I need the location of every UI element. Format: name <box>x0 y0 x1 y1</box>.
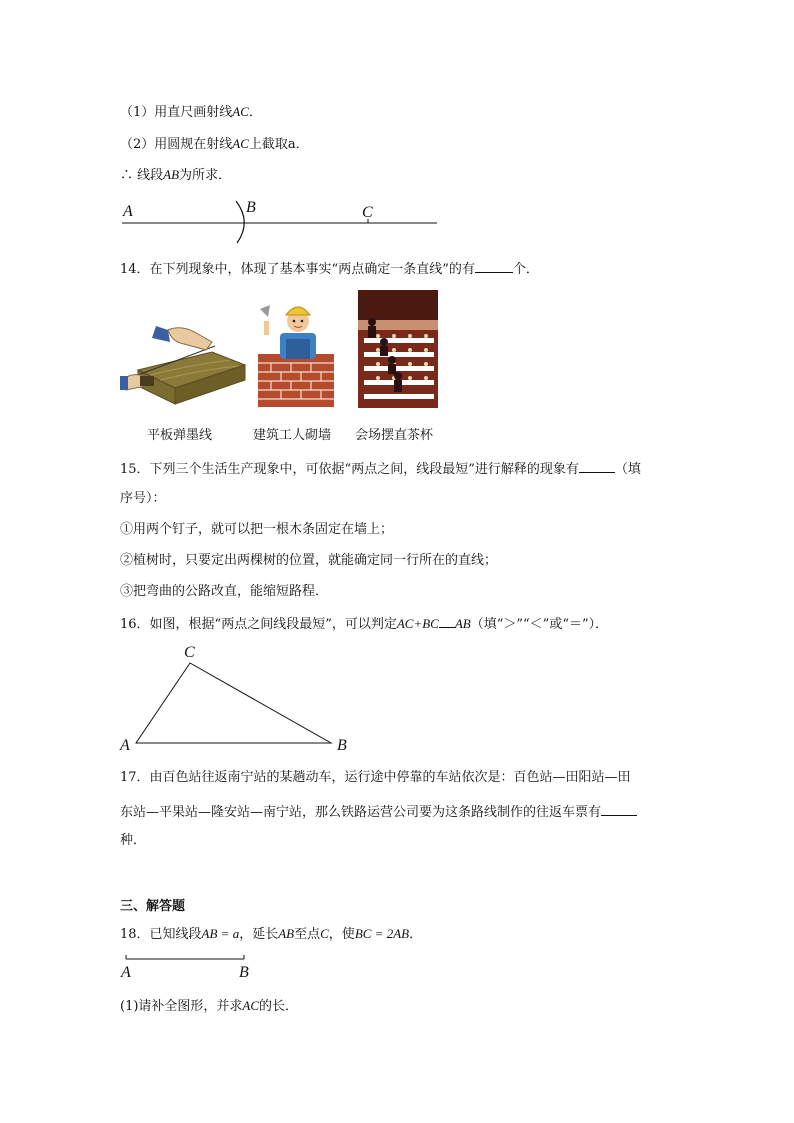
q15-text-end: （填 <box>614 462 641 477</box>
meeting-hall-teacups-image <box>358 290 438 408</box>
label-a: A <box>120 737 130 754</box>
q13-concl-var: AB <box>163 167 180 182</box>
q18-question <box>120 925 422 944</box>
q13-step2-text: （2）用圆规在射线 <box>120 137 233 152</box>
label-c: C <box>362 204 373 221</box>
q16-var-ab: AB <box>454 616 471 631</box>
q15-option-1: ①用两个钉子，就可以把一根木条固定在墙上； <box>120 522 394 537</box>
q13-step1-var: AC <box>232 104 249 119</box>
caption-teacups: 会场摆直茶杯 <box>355 428 434 443</box>
q17-line2 <box>120 802 637 822</box>
caption-bricklayer: 建筑工人砌墙 <box>253 428 332 443</box>
label-a: A <box>123 203 133 220</box>
q16-text: 16．如图，根据“两点之间线段最短”，可以判定 <box>120 617 397 632</box>
q18-sub1 <box>120 997 298 1016</box>
q18-expr1: AB = a <box>201 926 240 941</box>
q16-answer-blank[interactable] <box>439 614 455 628</box>
q18-text-e: ． <box>409 927 423 942</box>
q14-text: 14．在下列现象中，体现了基本事实“两点确定一条直线”的有 <box>120 262 475 277</box>
q15-answer-blank[interactable] <box>579 459 615 473</box>
q15-option-2: ②植树时，只要定出两棵树的位置，就能确定同一行所在的直线； <box>120 553 498 568</box>
label-a: A <box>121 964 131 981</box>
q18-sub1-var: AC <box>242 998 260 1013</box>
q15-question <box>120 459 641 479</box>
q13-step1-end: ． <box>248 105 262 120</box>
caption-board: 平板弹墨线 <box>147 428 213 443</box>
q18-var1: AB <box>278 926 295 941</box>
q18-text-a: 18．已知线段 <box>120 927 202 942</box>
q15-line2: 序号）： <box>120 491 166 506</box>
compass-arc <box>236 201 244 243</box>
q16-text-end: （填“＞”“＜”或“＝”）． <box>470 617 609 632</box>
q13-step2 <box>120 135 309 154</box>
q18-text-d: ，使 <box>328 927 355 942</box>
q14-text-end: 个． <box>512 262 539 277</box>
label-b: B <box>337 737 347 754</box>
q15-text: 15．下列三个生活生产现象中，可依据“两点之间，线段最短”进行解释的现象有 <box>120 462 579 477</box>
q15-option-3: ③把弯曲的公路改直，能缩短路程． <box>120 584 329 599</box>
q16-question <box>120 614 608 634</box>
section-title: 三、解答题 <box>120 899 186 914</box>
q13-concl-text: ∴ 线段 <box>120 168 164 183</box>
q16-var-acbc: AC+BC <box>396 616 439 631</box>
q18-text-c: 至点 <box>294 927 321 942</box>
q14-answer-blank[interactable] <box>475 259 513 273</box>
q17-line3: 种． <box>120 833 147 848</box>
q14-question <box>120 259 539 279</box>
q17-line1: 17．由百色站往返南宁站的某趟动车，运行途中停靠的车站依次是：百色站—田阳站—田 <box>120 770 631 785</box>
q13-step2-end: 上截取a． <box>248 137 309 152</box>
q13-concl-end: 为所求． <box>179 168 232 183</box>
q18-sub1-end: 的长． <box>259 999 299 1014</box>
label-c: C <box>184 644 195 661</box>
q18-var2: C <box>320 926 329 941</box>
q18-expr2: BC = 2AB <box>354 926 410 941</box>
q13-step2-var: AC <box>232 136 249 151</box>
q18-sub1-text: (1)请补全图形，并求 <box>120 999 243 1014</box>
label-b: B <box>246 199 256 216</box>
triangle-abc <box>136 663 331 743</box>
board-chalk-line-image <box>120 320 250 410</box>
q17-text: 东站—平果站—隆安站—南宁站，那么铁路运营公司要为这条路线制作的往返车票有 <box>120 805 602 820</box>
bricklayer-image <box>256 299 336 409</box>
q17-answer-blank[interactable] <box>601 802 637 816</box>
q13-step1-text: （1）用直尺画射线 <box>120 105 233 120</box>
q13-step1 <box>120 103 262 122</box>
q18-text-b: ，延长 <box>239 927 279 942</box>
q13-conclusion <box>120 166 231 185</box>
label-b: B <box>239 964 249 981</box>
